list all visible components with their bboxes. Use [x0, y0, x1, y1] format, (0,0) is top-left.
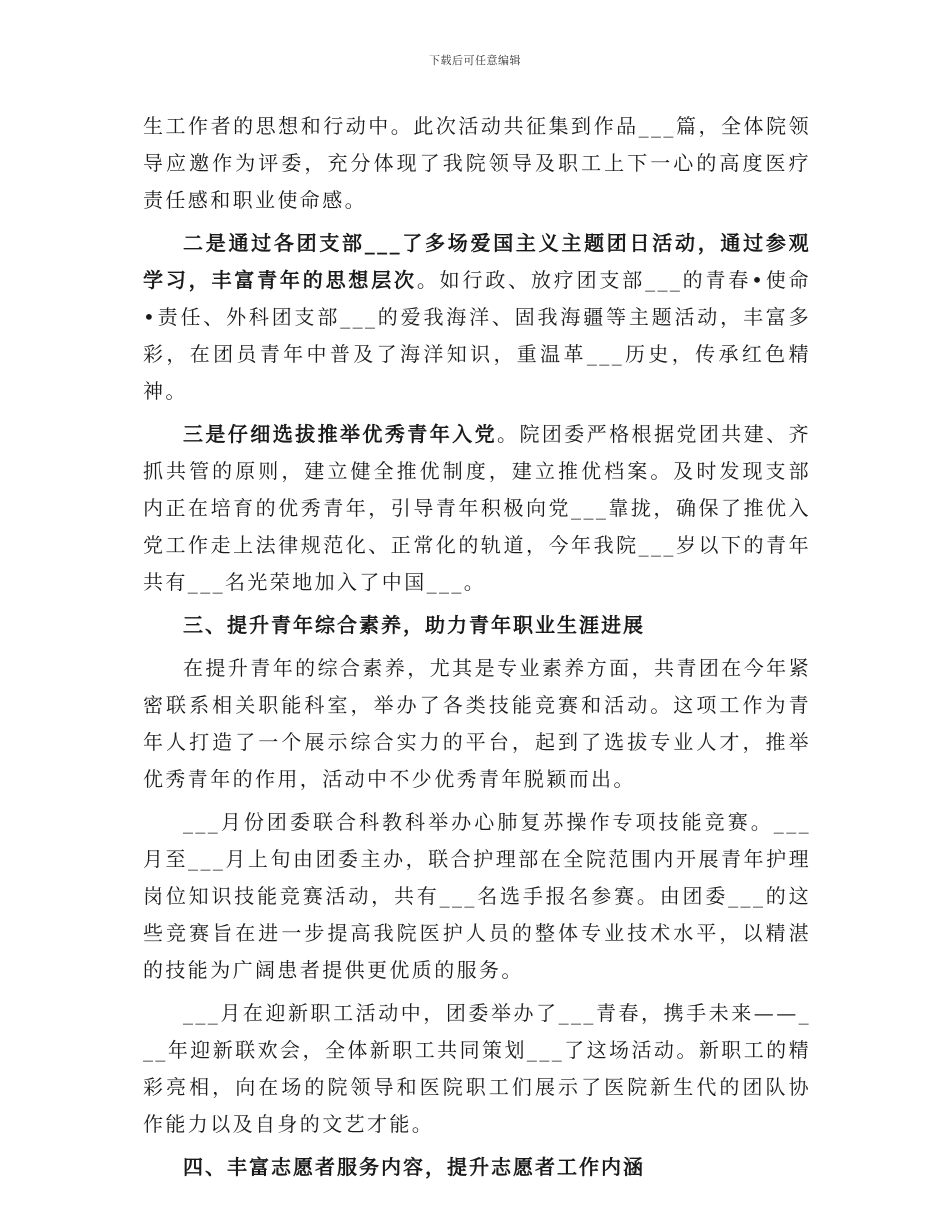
paragraph-skills-competitions: ___月份团委联合科教科举办心肺复苏操作专项技能竞赛。___月至___月上旬由团委主办，联合护理部在全院范围内开展青年护理岗位知识技能竞赛活动，共有___名选手报名参赛。由团委___的这些竞赛旨在进一步提高我院医护人员的整体专业技术水平，以精湛的技能为广阔患者提供更优质的服务。	[143, 810, 811, 982]
page-header: 下载后可任意编辑	[429, 54, 521, 67]
paragraph-bold-lead: 三是仔细选拔推举优秀青年入党	[183, 422, 498, 446]
paragraph-youth-activities	[143, 225, 811, 410]
paragraph-text: 。院团委严格根据党团共建、齐抓共管的原则，建立健全推优制度，建立推优档案。及时发现支部内正在培育的优秀青年，引导青年积极向党___靠拢，确保了推优入党工作走上法律规范化、正常化的轨道，今年我院___岁以下的青年共有___名光荣地加入了中国___。	[143, 422, 811, 594]
paragraph-skills-intro: 在提升青年的综合素养，尤其是专业素养方面，共青团在今年紧密联系相关职能科室，举办了各类技能竞赛和活动。这项工作为青年人打造了一个展示综合实力的平台，起到了选拔专业人才，推举优秀青年的作用，活动中不少优秀青年脱颖而出。	[143, 656, 811, 791]
paragraph-new-staff-event: ___月在迎新职工活动中，团委举办了___青春，携手未来——___年迎新联欢会，全体新职工共同策划___了这场活动。新职工的精彩亮相，向在场的院领导和医院职工们展示了医院新生代的团队协作能力以及自身的文艺才能。	[143, 1001, 811, 1136]
paragraph-text: 生工作者的思想和行动中。此次活动共征集到作品___篇，全体院领导应邀作为评委，充分体现了我院领导及职工上下一心的高度医疗责任感和职业使命感。	[143, 114, 811, 212]
document-body	[143, 108, 811, 1192]
paragraph-bold-lead: 二是通过各团支部___了多场爱国主义主题团日活动，通过参观学习，丰富青年的思想层次	[143, 231, 811, 292]
paragraph-continuation	[143, 108, 811, 219]
paragraph-party-recommendation	[143, 416, 811, 601]
paragraph-text: 。如行政、放疗团支部___的青春•使命•责任、外科团支部___的爱我海洋、固我海疆等主题活动，丰富多彩，在团员青年中普及了海洋知识，重温革___历史，传承红色精神。	[143, 268, 811, 403]
section-heading-4: 四、丰富志愿者服务内容，提升志愿者工作内涵	[183, 1155, 645, 1179]
section-heading-3: 三、提升青年综合素养，助力青年职业生涯进展	[183, 613, 645, 637]
